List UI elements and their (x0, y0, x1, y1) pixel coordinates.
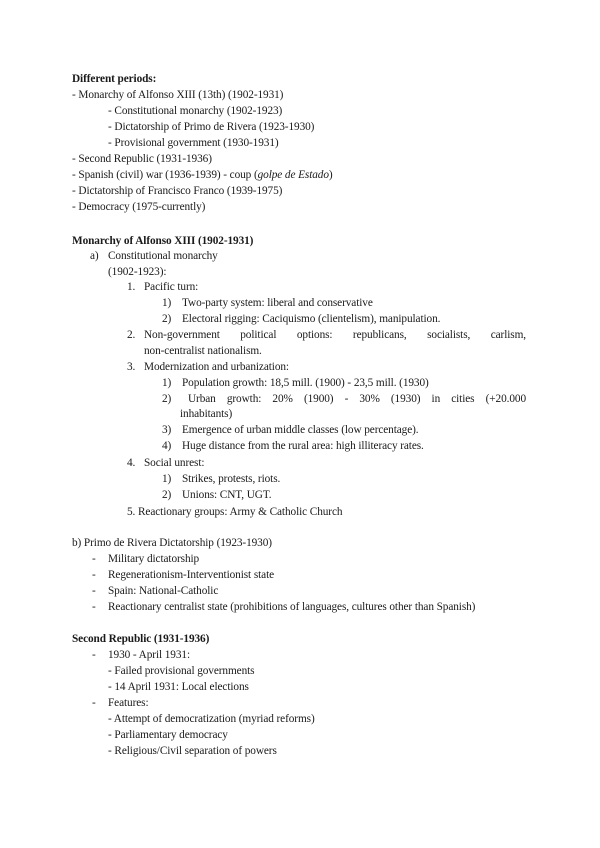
sublist-number: 4) (162, 440, 172, 452)
rural-distance: Huge distance from the rural area: high illiteracy rates. (182, 440, 424, 452)
war-text: - Spanish (civil) war (1936-1939) - coup ( (72, 169, 258, 181)
war-suffix: ) (328, 169, 333, 181)
electoral-rigging: Electoral rigging: Caciquismo (clientelism), manipulation. (182, 313, 441, 325)
periods-heading: Different periods: (72, 73, 157, 85)
sub-item: - Attempt of democratization (myriad reforms) (108, 713, 315, 725)
justified-word: Urban (188, 393, 216, 405)
sublist-number: 1) (162, 473, 172, 485)
justified-word: 30% (359, 393, 380, 405)
justified-word: political (240, 329, 277, 341)
justified-word: (+20.000 (485, 393, 526, 405)
non-government-options (144, 328, 526, 342)
list-number-3: 3. (127, 361, 136, 373)
republic-heading: Second Republic (1931-1936) (72, 633, 210, 645)
justified-word: growth: (226, 393, 262, 405)
period-provisional: - Provisional government (1930-1931) (108, 137, 279, 149)
unions: Unions: CNT, UGT. (182, 489, 272, 501)
dash-bullet: - (92, 697, 96, 709)
war-italic: golpe de Estado (257, 169, 329, 181)
sub-item: - 14 April 1931: Local elections (108, 681, 249, 693)
urban-growth-cont: inhabitants) (180, 408, 233, 420)
constitutional-title: Constitutional monarchy (108, 250, 218, 262)
period-democracy: - Democracy (1975-currently) (72, 201, 206, 213)
period-franco: - Dictatorship of Francisco Franco (1939-1975) (72, 185, 283, 197)
sublist-number: 3) (162, 424, 172, 436)
justified-word: carlism, (490, 329, 526, 341)
period-constitutional: - Constitutional monarchy (1902-1923) (108, 105, 283, 117)
sublist-number: 2) (162, 313, 172, 325)
period-second-republic: - Second Republic (1931-1936) (72, 153, 212, 165)
list-number-1: 1. (127, 281, 136, 293)
list-item: Reactionary centralist state (prohibitions of languages, cultures other than Spanish) (108, 601, 476, 613)
list-number-2: 2. (127, 329, 136, 341)
list-item: Regenerationism-Interventionist state (108, 569, 275, 581)
list-item: 1930 - April 1931: (108, 649, 190, 661)
sublist-number: 2) (162, 489, 172, 501)
dash-bullet: - (92, 553, 96, 565)
monarchy-heading: Monarchy of Alfonso XIII (1902-1931) (72, 235, 254, 247)
justified-word: republicans, (352, 329, 407, 341)
sub-item: - Failed provisional governments (108, 665, 255, 677)
constitutional-dates: (1902-1923): (108, 266, 167, 278)
urban-middle-classes: Emergence of urban middle classes (low percentage). (182, 424, 419, 436)
urban-growth (188, 392, 526, 406)
dash-bullet: - (92, 585, 96, 597)
two-party-system: Two-party system: liberal and conservative (182, 297, 373, 309)
pacific-turn: Pacific turn: (144, 281, 199, 293)
justified-word: 20% (272, 393, 293, 405)
strikes: Strikes, protests, riots. (182, 473, 281, 485)
justified-word: - (344, 393, 349, 405)
dash-bullet: - (92, 569, 96, 581)
justified-word: socialists, (427, 329, 471, 341)
list-item: Military dictatorship (108, 553, 200, 565)
reactionary-groups: 5. Reactionary groups: Army & Catholic Church (127, 506, 343, 518)
dash-bullet: - (92, 601, 96, 613)
justified-word: in (431, 393, 441, 405)
period-dictatorship-rivera: - Dictatorship of Primo de Rivera (1923-1930) (108, 121, 315, 133)
rivera-heading: b) Primo de Rivera Dictatorship (1923-1930) (72, 537, 272, 549)
period-monarchy: - Monarchy of Alfonso XIII (13th) (1902-1931) (72, 89, 284, 101)
list-number-4: 4. (127, 457, 136, 469)
sublist-number: 1) (162, 377, 172, 389)
period-civil-war (72, 168, 333, 182)
sub-item: - Parliamentary democracy (108, 729, 228, 741)
dash-bullet: - (92, 649, 96, 661)
justified-word: Non-government (144, 329, 220, 341)
list-marker-a: a) (90, 250, 99, 262)
list-item: Features: (108, 697, 149, 709)
list-item: Spain: National-Catholic (108, 585, 219, 597)
justified-word: (1900) (303, 393, 334, 405)
sublist-number: 1) (162, 297, 172, 309)
justified-word: (1930) (390, 393, 421, 405)
population-growth: Population growth: 18,5 mill. (1900) - 23,5 mill. (1930) (182, 377, 429, 389)
justified-word: options: (296, 329, 333, 341)
social-unrest: Social unrest: (144, 457, 205, 469)
sub-item: - Religious/Civil separation of powers (108, 745, 277, 757)
modernization: Modernization and urbanization: (144, 361, 289, 373)
sublist-number: 2) (162, 393, 172, 405)
justified-word: cities (451, 393, 475, 405)
non-government-options-cont: non-centralist nationalism. (144, 345, 262, 357)
